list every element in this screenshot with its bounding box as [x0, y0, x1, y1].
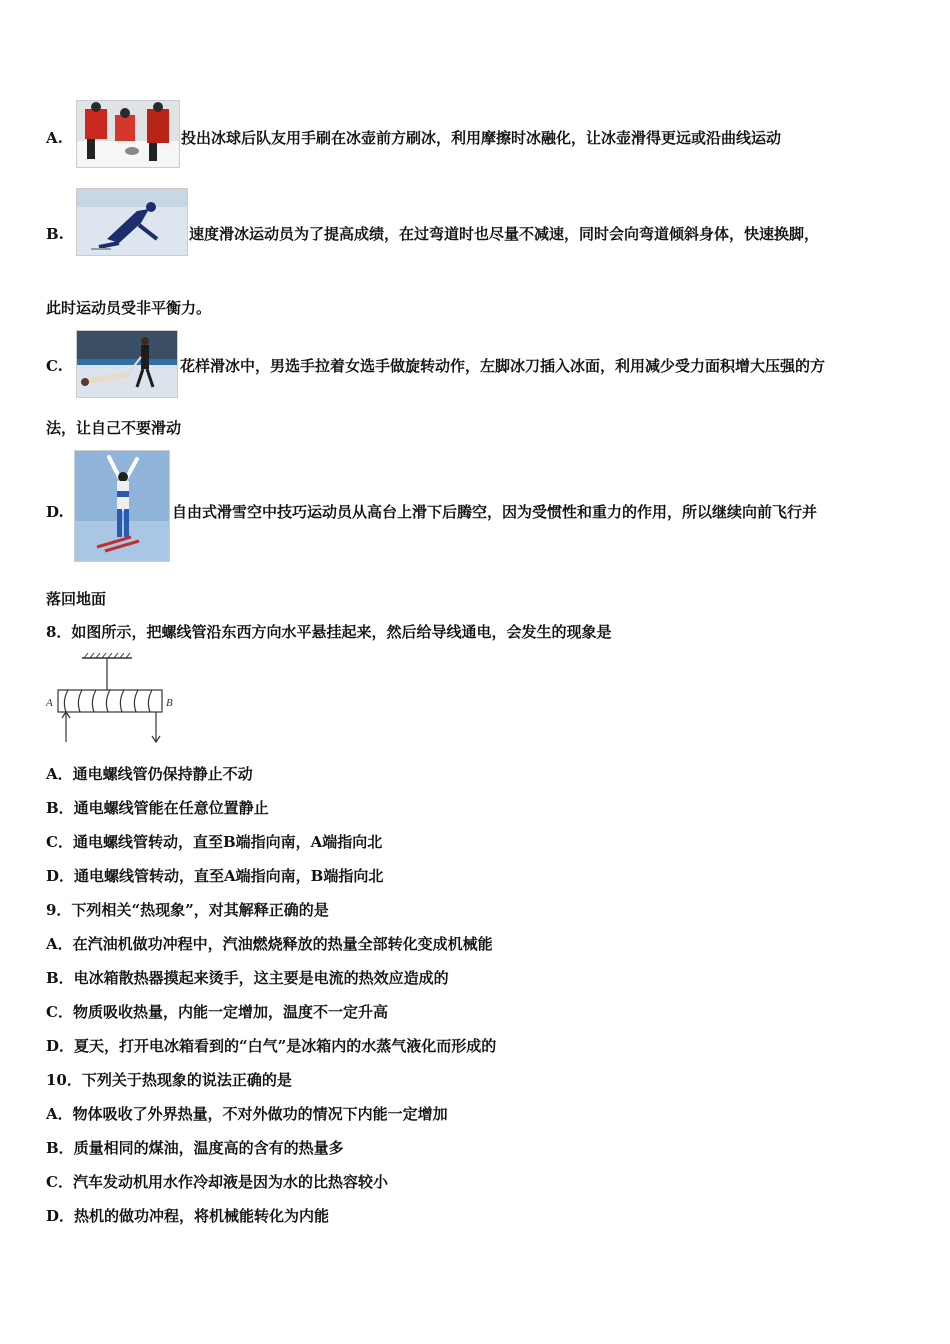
q7-option-a-text: 投出冰球后队友用手刷在冰壶前方刷冰，利用摩擦时冰融化，让冰壶滑得更远或沿曲线运动 — [181, 129, 782, 147]
q10-stem: 10．下列关于热现象的说法正确的是 — [46, 1071, 292, 1089]
q8-option-b[interactable]: B．通电螺线管能在任意位置静止 — [46, 799, 269, 817]
curling-photo — [76, 100, 180, 168]
q8-option-a[interactable]: A．通电螺线管仍保持静止不动 — [46, 765, 253, 783]
q7-option-c-letter: C. — [46, 357, 63, 375]
figure-skating-photo — [76, 330, 178, 398]
q7-option-c-text: 花样滑冰中，男选手拉着女选手做旋转动作，左脚冰刀插入冰面，利用减少受力面积增大压强的方 — [180, 357, 826, 375]
q8-stem: 8．如图所示，把螺线管沿东西方向水平悬挂起来，然后给导线通电，会发生的现象是 — [46, 623, 612, 641]
q10-option-d[interactable]: D．热机的做功冲程，将机械能转化为内能 — [46, 1207, 330, 1225]
q9-option-b[interactable]: B．电冰箱散热器摸起来烫手，这主要是电流的热效应造成的 — [46, 969, 449, 987]
q9-option-a[interactable]: A．在汽油机做功冲程中，汽油燃烧释放的热量全部转化变成机械能 — [46, 935, 493, 953]
q7-option-b-text: 速度滑冰运动员为了提高成绩，在过弯道时也尽量不减速，同时会向弯道倾斜身体，快速换脚， — [189, 225, 820, 243]
q7-option-b-letter: B. — [46, 225, 64, 243]
solenoid-diagram — [44, 650, 184, 746]
q10-option-a[interactable]: A．物体吸收了外界热量，不对外做功的情况下内能一定增加 — [46, 1105, 448, 1123]
aerial-skiing-photo — [74, 450, 170, 562]
q7-option-c-text-cont: 法，让自己不要滑动 — [46, 419, 182, 437]
q10-option-c[interactable]: C．汽车发动机用水作冷却液是因为水的比热容较小 — [46, 1173, 388, 1191]
q8-option-d[interactable]: D．通电螺线管转动，直至A端指向南，B端指向北 — [46, 867, 384, 885]
solenoid-label-a: A — [46, 697, 53, 709]
q8-option-c[interactable]: C．通电螺线管转动，直至B端指向南，A端指向北 — [46, 833, 383, 851]
q10-option-b[interactable]: B．质量相同的煤油，温度高的含有的热量多 — [46, 1139, 344, 1157]
q7-option-d-text: 自由式滑雪空中技巧运动员从高台上滑下后腾空，因为受惯性和重力的作用，所以继续向前飞行并 — [172, 503, 818, 521]
q9-stem: 9．下列相关“热现象”，对其解释正确的是 — [46, 901, 329, 919]
q7-option-d-text-cont: 落回地面 — [46, 590, 107, 608]
q7-option-b-text-cont: 此时运动员受非平衡力。 — [46, 299, 212, 317]
speed-skating-photo — [76, 188, 188, 256]
q9-option-c[interactable]: C．物质吸收热量，内能一定增加，温度不一定升高 — [46, 1003, 388, 1021]
q7-option-a-letter: A. — [46, 129, 63, 147]
solenoid-label-b: B — [166, 697, 173, 709]
q7-option-d-letter: D. — [46, 503, 64, 521]
q9-option-d[interactable]: D．夏天，打开电冰箱看到的“白气”是冰箱内的水蒸气液化而形成的 — [46, 1037, 497, 1055]
